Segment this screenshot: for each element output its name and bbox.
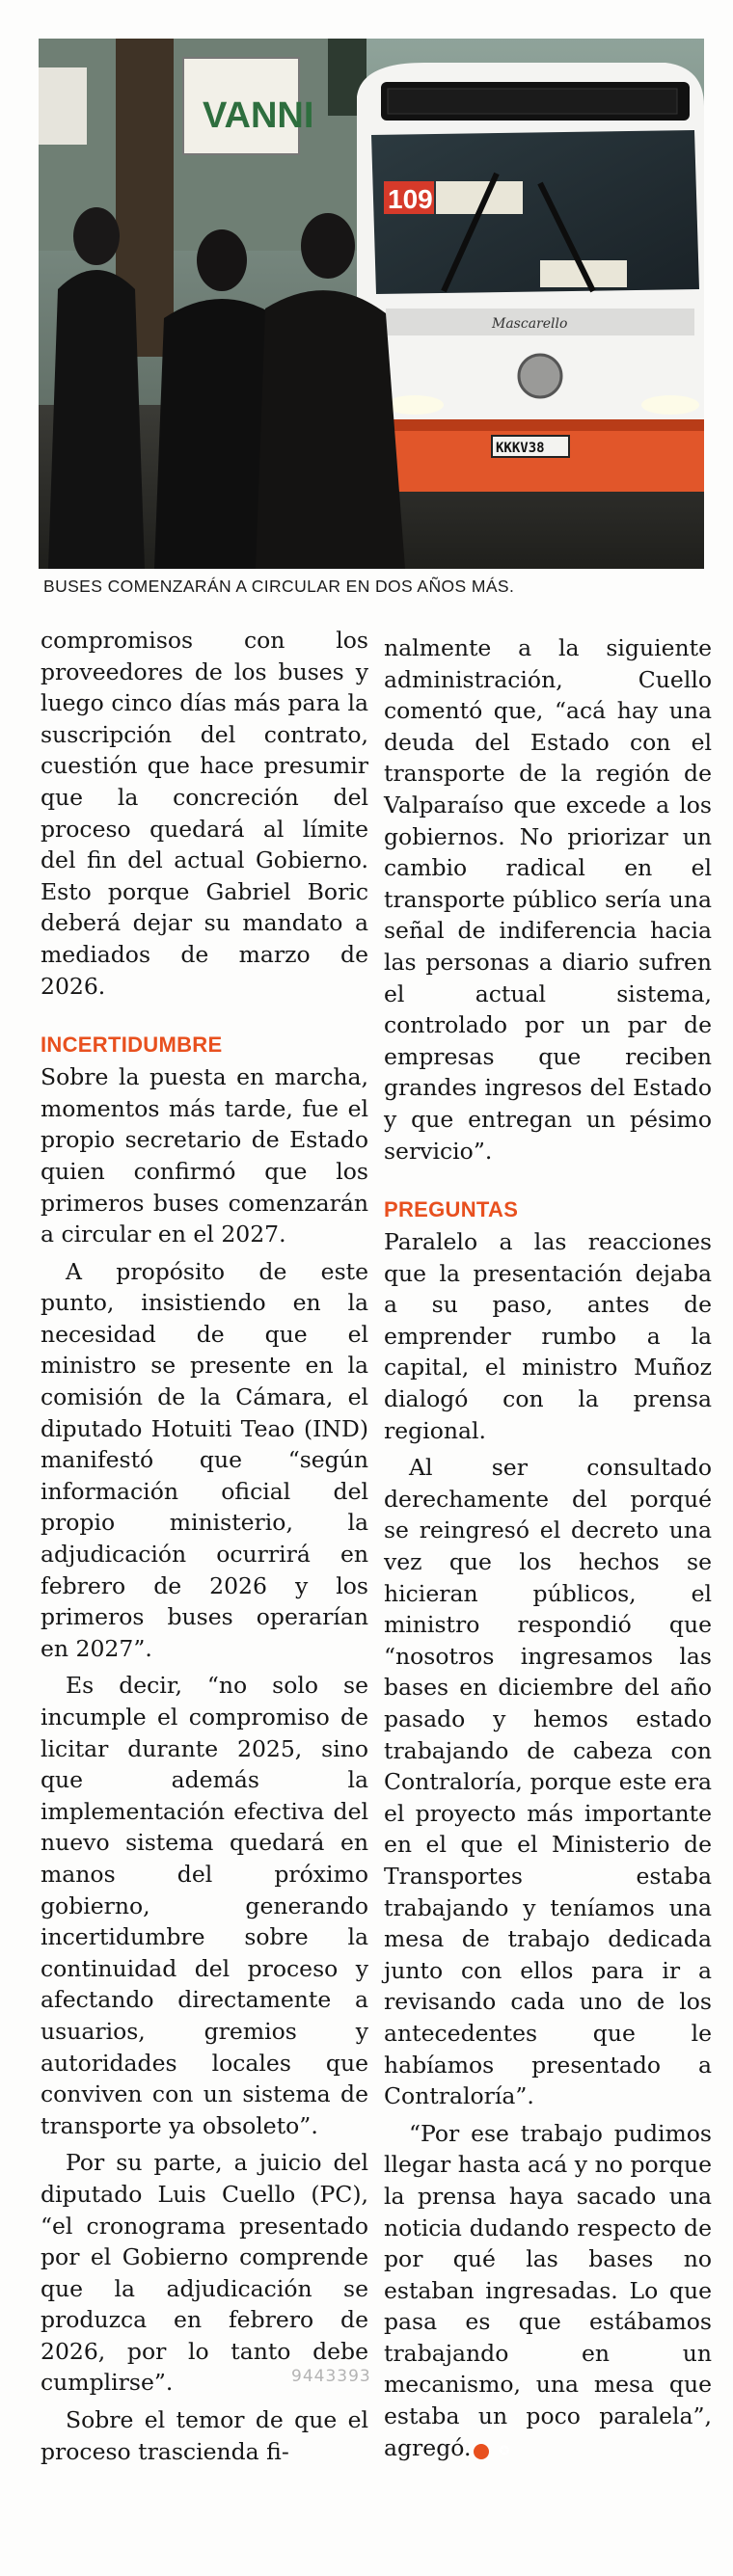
article-column-left — [41, 625, 368, 2467]
photo-caption: BUSES COMENZARÁN A CIRCULAR EN DOS AÑOS MÁS. — [43, 577, 515, 596]
paragraph: nalmente a la siguiente administración, Cuello comentó que, “acá hay una deuda del Estado con el transporte de la región de Valparaíso que excede a los gobiernos. No priorizar un cambio radical en el transporte público sería una señal de indiferencia hacia las personas a diario sufren el actual sistema, controlado por un par de empresas que reciben grandes ingresos del Estado y que entregan un pésimo servicio”. — [384, 634, 712, 1165]
paragraph: Paralelo a las reacciones que la presentación dejaba a su paso, antes de emprender rumbo a la capital, el ministro Muñoz dialogó con la prensa regional. — [384, 1228, 712, 1444]
paragraph: Al ser consultado derechamente del porqué se reingresó el decreto una vez que los hechos se hicieran públicos, el ministro respondió que “nosotros ingresamos las bases en diciembre del año pasado y hemos estado trabajando de cabeza con Contraloría, porque este era el proyecto más importante en el que el Ministerio de Transportes estaba trabajando y teníamos una mesa de trabajo dedicada junto con ellos para ir a revisando cada uno de los antecedentes que le habíamos presentado a Contraloría”. — [384, 1454, 712, 2110]
paragraph: Es decir, “no solo se incumple el compromiso de licitar durante 2025, sino que además la implementación efectiva del nuevo sistema quedará en manos del próximo gobierno, generando incertidumbre sobre la continuidad del proceso y afectando directamente a usuarios, gremios y autoridades locales que conviven con un sistema de transporte ya obsoleto”. — [41, 1672, 368, 2139]
paragraph: Sobre el temor de que el proceso trascienda fi- — [41, 2406, 368, 2465]
watermark-id: 9443393 — [291, 2367, 371, 2386]
end-mark-icon: ✪ — [474, 2444, 489, 2459]
bus-route-number: 109 — [388, 184, 433, 214]
paragraph: A propósito de este punto, insistiendo en la necesidad de que el ministro se presente en la comisión de la Cámara, el diputado Hotuiti Teao (IND) manifestó que “según información oficial del propio ministerio, la adjudicación ocurrirá en febrero de 2026 y los primeros buses operarían en 2027”. — [41, 1257, 368, 1662]
paragraph: Sobre la puesta en marcha, momentos más tarde, fue el propio secretario de Estado quien confirmó que los primeros buses comenzarán a circular en el 2027. — [41, 1063, 368, 1248]
bus-brand: Mascarello — [492, 316, 568, 332]
bus-plate: KKKV38 — [496, 441, 545, 456]
subhead-incertidumbre: INCERTIDUMBRE — [41, 1033, 223, 1058]
bus-photo-illustration — [39, 39, 704, 569]
paragraph: compromisos con los proveedores de los buses y luego cinco días más para la suscripción del contrato, cuestión que hace presumir que la concreción del proceso quedará al límite del fin del actual Gobierno. Esto porque Gabriel Boric deberá dejar su mandato a mediados de marzo de 2026. — [41, 627, 368, 1000]
closing-quote: “Por ese trabajo pudimos llegar hasta acá y no porque la prensa haya sacado una noticia dudando respecto de por qué las bases no estaban ingresadas. Lo que pasa es que estábamos trabajando en un mecanismo, una mesa que estaba un poco paralela”, agregó. — [384, 2119, 712, 2461]
shop-sign-text: VANNI — [203, 95, 314, 136]
subhead-preguntas: PREGUNTAS — [384, 1197, 519, 1222]
article-column-right — [384, 632, 712, 2463]
bus-photo — [39, 39, 704, 569]
paragraph: Por su parte, a juicio del diputado Luis Cuello (PC), “el cronograma presentado por el Gobierno comprende que la adjudicación se produzca en febrero de 2026, por lo tanto debe cumplirse”. — [41, 2149, 368, 2397]
paragraph — [384, 2118, 712, 2464]
